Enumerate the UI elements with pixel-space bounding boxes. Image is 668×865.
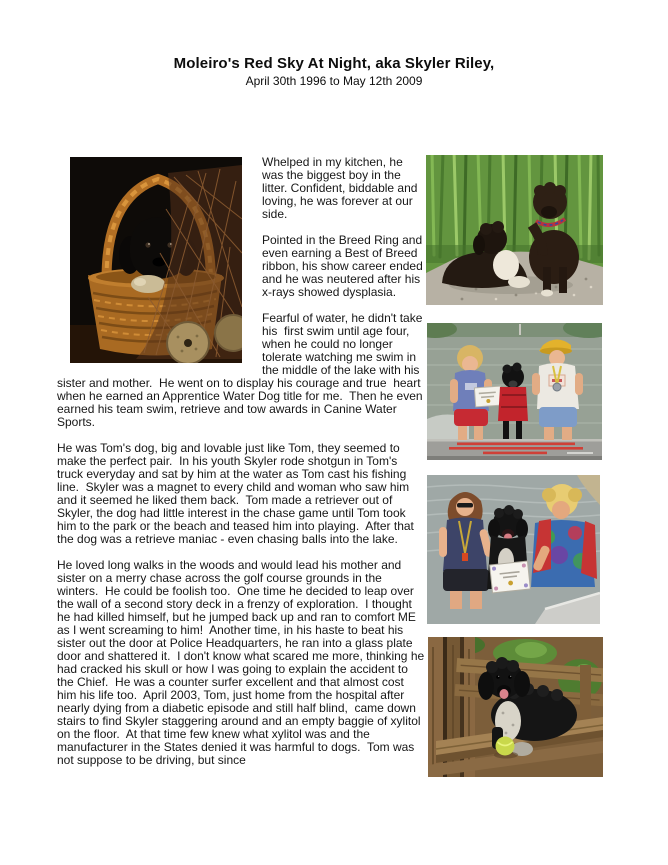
paragraph-breed-ring: Pointed in the Breed Ring and even earning a Best of Breed ribbon, his show career ended and he was neutered after his x-rays showed dysplasia.	[262, 233, 427, 299]
photo-puppy-in-basket	[70, 157, 242, 363]
paragraph-whelped: Whelped in my kitchen, he was the biggest boy in the litter. Confident, biddable and loving, he was forever at our side.	[262, 155, 421, 221]
paragraph-walks: He loved long walks in the woods and would lead his mother and sister on a merry chase across the golf course grounds in the winters. He could be foolish too. One time he decided to leap over the wall of a second story deck in a frenzy of exploration. I thought he had killed himself, but he jumped back up and ran to comfort ME as I went screaming to him! Another time, in his haste to beat his sister out the door at Police Headquarters, he ran into a glass plate door and shattered it. I don't know what scared me more, thinking he had cracked his skull or how I was going to explain the accident to the Chief. He was a counter surfer excellent and that almost cost him his life too. April 2003, Tom, just home from the hospital after nearly dying from a diabetic episode and still half blind, came down stairs to find Skyler staggering around and an empty baggie of xylitol on the floor. At that time few knew what xylitol was and the manufacturer in the States denied it was harmful to dogs. Tom was not suppose to be driving, but since	[57, 558, 428, 767]
photo-water-award-lakeside	[427, 323, 602, 460]
page-title: Moleiro's Red Sky At Night, aka Skyler Riley,	[173, 55, 495, 72]
paragraph-toms-dog: He was Tom's dog, big and lovable just like Tom, they seemed to make the perfect pair. In his youth Skyler rode shotgun in Tom's truck everyday and sat by him at the water as Tom cast his fishing line. Skyler was a magnet to every child and woman who saw him and it seemed he liked them back. Tom made a retriever out of Skyler, the dog had little interest in the chase game until Tom took him to the park or the beach and teased him into playing. After that the dog was a retrieve maniac - even chasing balls into the lake.	[57, 441, 418, 546]
paragraph-water: Fearful of water, he didn't take his first swim until age four, when he could no longer tolerate watching me swim in the middle of the lake with his sister and mother. He went on to display his courage and true heart when he earned an Apprentice Water Dog title for me. Then he even earned his team swim, retrieve and tow awards in Canine Water Sports.	[57, 311, 426, 429]
page-subtitle: April 30th 1996 to May 12th 2009	[245, 74, 423, 88]
photo-dog-on-footbridge	[428, 637, 603, 777]
photo-two-dogs-by-reeds	[426, 155, 603, 305]
photo-water-award-on-boat	[427, 475, 600, 624]
